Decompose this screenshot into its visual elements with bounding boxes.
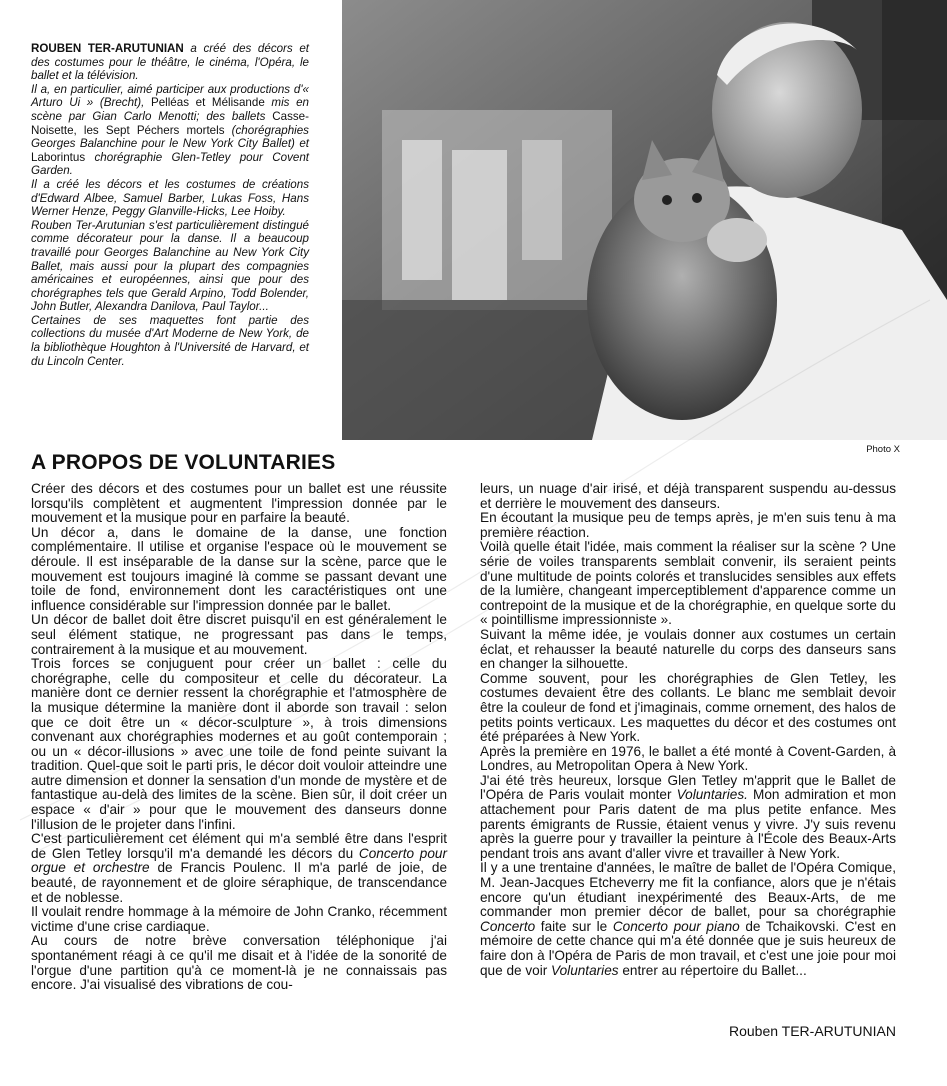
portrait-photo [342, 0, 947, 440]
bio-paragraph: Certaines de ses maquettes font partie des collections du musée d'Art Moderne de New York, de la bibliothèque Houghton à l'Université de Harvard, et du Lincoln Center. [31, 313, 309, 368]
article-text: faite sur le [540, 918, 608, 934]
photo-caption: Photo X [866, 444, 900, 455]
article-paragraph: Un décor de ballet doit être discret puisqu'il en est généralement le seul élément statique, ne progressant pas dans le temps, contrairement à la musique et au mouvement. [31, 612, 447, 657]
article-paragraph: Il voulait rendre hommage à la mémoire de John Cranko, récemment victime d'une crise cardiaque. [31, 904, 447, 934]
article-text: entrer au répertoire du Ballet... [622, 962, 807, 978]
bio-text: (chorégraphies Georges Balanchine pour le New York City Ballet) et [31, 123, 309, 151]
article-paragraph: En écoutant la musique peu de temps après, je m'en suis tenu à ma première réaction. [480, 510, 896, 540]
article-column-left [31, 482, 447, 993]
article-text: Mon admiration et mon attachement pour Paris datent de ma plus petite enfance. Mes parents émigrants de Russie, étaient venus y vivre. J'y suis revenu après la guerre pour y travailler la peinture à l'École des Beaux-Arts pendant trois ans avant d'aller vivre et travailler à New York. [480, 787, 896, 861]
bio-paragraph: Rouben Ter-Arutunian s'est particulièrement distingué comme décorateur pour la danse. Il a beaucoup travaillé pour Georges Balanchine au New York City Ballet, mais aussi pour la plupart des compagnies américaines et européennes, ainsi que pour des chorégraphes tels que Gerald Arpino, Todd Bolender, John Butler, Alexandra Danilova, Paul Taylor... [31, 218, 309, 314]
article-paragraph [31, 832, 447, 905]
article-paragraph: Suivant la même idée, je voulais donner aux costumes un certain éclat, et rehausser la beauté naturelle du corps des danseurs sans en changer la silhouette. [480, 626, 896, 672]
portrait-with-cat-image [342, 0, 947, 440]
work-title: Voluntaries. [676, 787, 748, 803]
biography-block [31, 42, 309, 368]
article-text: de Francis Poulenc. Il m'a parlé de joie, de beauté, de rayonnement et de gloire séraphique, de transcendance et de noblesse. [31, 860, 448, 905]
article-text: J'ai été très heureux, lorsque Glen Tetley m'apprit que le Ballet de l'Opéra de Paris voulait monter [480, 772, 896, 803]
article-heading: A PROPOS DE VOLUNTARIES [31, 451, 336, 474]
work-title: Voluntaries [551, 962, 619, 978]
author-signature: Rouben TER-ARUTUNIAN [728, 1023, 896, 1039]
article-text: de Tchaikovski. C'est en mémoire de cette chance qui m'a été donnée que je suis heureux de faire don à l'Opéra de Paris de mon travail, et c'est une joie pour moi que de voir [480, 918, 897, 978]
article-text: C'est particulièrement cet élément qui m'a semblé être dans l'esprit de Glen Tetley lorsqu'il m'a demandé les décors du [31, 831, 447, 861]
article-paragraph: Voilà quelle était l'idée, mais comment la réaliser sur la scène ? Une série de voiles transparents semblait convenir, ils seraient peints d'une multitude de points colorés et translucides sensibles aux effets de la lumière, changeant imperceptiblement d'apparence comme un contrepoint de la musique et de la chorégraphie, en quelque sorte du « pointillisme impressionniste ». [480, 539, 896, 628]
work-title: Concerto [480, 918, 536, 934]
bio-paragraph [31, 42, 309, 83]
article-paragraph: Comme souvent, pour les chorégraphies de Glen Tetley, les costumes devaient être des collants. Le blanc me semblait devoir être la couleur de fond et j'imaginais, comme ornement, des halos de petits points verticaux. Les maquettes du décor et des costumes ont été préparées à New York. [480, 670, 896, 745]
bio-text: mis en scène par Gian Carlo Menotti; des ballets [31, 96, 309, 123]
article-paragraph: Un décor a, dans le domaine de la danse, une fonction complémentaire. Il utilise et organise l'espace où le mouvement se déroule. Il est inséparable de la danse sur la scène, parce que le mouvement est toujours imaginé là comme se passant devant une toile de fond, environnement dont les caractéristiques ont une influence considérable sur l'impression donnée par le ballet. [31, 524, 447, 613]
article-column-right [480, 482, 896, 978]
article-paragraph [480, 861, 896, 978]
article-paragraph: leurs, un nuage d'air irisé, et déjà transparent suspendu au-dessus et derrière le mouvement des danseurs. [480, 481, 896, 511]
work-title: Concerto pour orgue et orchestre [31, 845, 447, 876]
article-paragraph: Après la première en 1976, le ballet a été monté à Covent-Garden, à Londres, au Metropolitan Opera à New York. [480, 743, 896, 774]
work-title: Concerto pour piano [612, 918, 740, 934]
bio-paragraph [31, 83, 309, 178]
bio-name: ROUBEN TER-ARUTUNIAN [31, 42, 184, 55]
article-paragraph: Créer des décors et des costumes pour un ballet est une réussite lorsqu'ils complètent et augmentent l'impression donnée par le mouvement et la musique pour en parfaire la beauté. [31, 481, 447, 526]
article-paragraph: Trois forces se conjuguent pour créer un ballet : celle du chorégraphe, celle du compositeur et celle du décorateur. La manière dont ce dernier ressent la chorégraphie et l'atmosphère de la musique détermine la manière dont il aborde son travail : selon que ce doit être un « décor-sculpture », à trois dimensions convenant aux chorégraphies modernes et au goût contemporain ; ou un « décor-illusions » avec une toile de fond peinte suivant la tradition. Quel-que soit le parti pris, le décor doit vouloir atteindre une autre dimension et donner la sensation d'un monde de mystère et de fantastique au-delà des limites de la scène. Bien sûr, il doit créer un espace « d'air » pour que le mouvement des danseurs donne l'illusion de le projeter dans l'infini. [31, 656, 447, 832]
bio-paragraph: Il a créé les décors et les costumes de créations d'Edward Albee, Samuel Barber, Lukas Foss, Hans Werner Henze, Peggy Glanville-Hicks, Lee Hoiby. [31, 177, 309, 219]
article-paragraph [480, 774, 896, 862]
work-title: Pelléas et Mélisande [150, 96, 265, 110]
work-title: Casse-Noisette, les Sept Péchers mortels [31, 109, 309, 137]
bio-text: chorégraphie Glen-Tetley pour Covent Garden. [31, 150, 309, 178]
article-text: Il y a une trentaine d'années, le maître de ballet de l'Opéra Comique, M. Jean-Jacques Etcheverry me fit la confiance, alors que je n'étais encore qu'un étudiant inexpérimenté des Beaux-Arts, de me commander mon premier décor de ballet, pour sa chorégraphie [480, 860, 896, 920]
work-title: Laborintus [31, 150, 86, 164]
bio-text: a créé des décors et des costumes pour le théâtre, le cinéma, l'Opéra, le ballet et la télévision. [31, 42, 309, 83]
article-paragraph: Au cours de notre brève conversation téléphonique j'ai spontanément réagi à ce qu'il me disait et à l'idée de la sonorité de l'orgue d'une partition qu'à ce moment-là je ne connaissais pas encore. J'ai visualisé des vibrations de cou- [31, 933, 447, 993]
bio-text: Il a, en particulier, aimé participer aux productions d'« Arturo Ui » (Brecht), [31, 82, 309, 110]
